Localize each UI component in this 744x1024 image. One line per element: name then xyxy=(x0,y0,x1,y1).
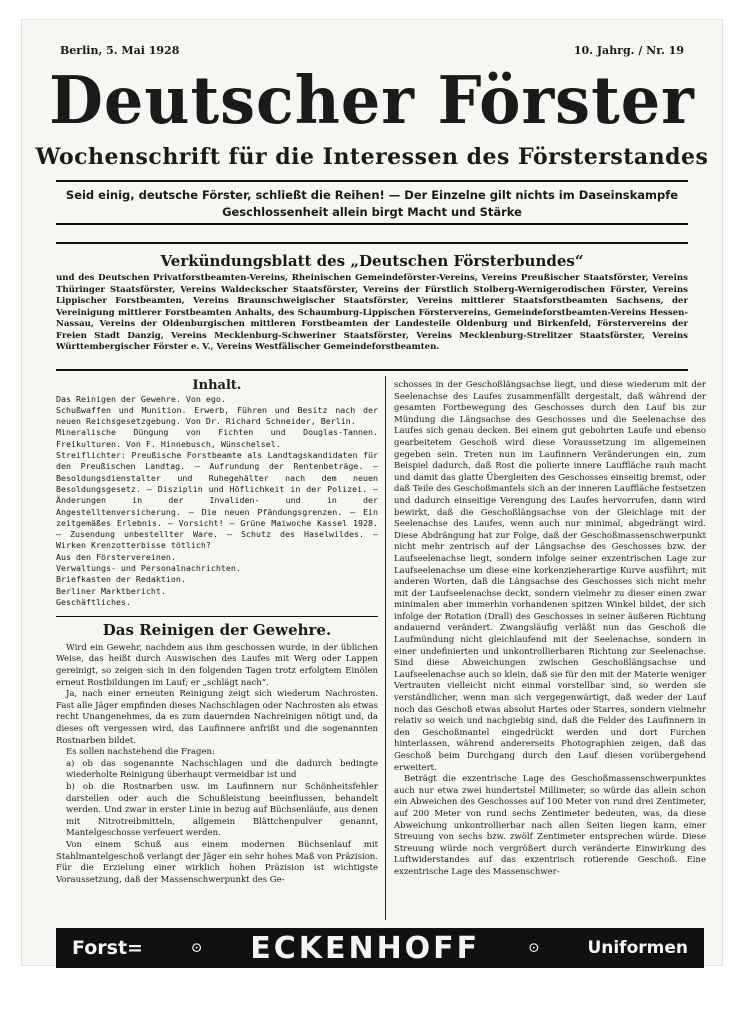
toc-entry: Aus den Förstervereinen. xyxy=(56,551,176,562)
article-paragraph: Es sollen nachstehend die Fragen: xyxy=(66,747,215,758)
toc-entry: Das Reinigen der Gewehre. Von ego. xyxy=(56,393,226,404)
table-of-contents xyxy=(56,380,378,608)
ad-left-text: Forst= xyxy=(72,937,143,959)
eckenhoff-advertisement xyxy=(56,928,704,968)
article-title: Das Reinigen der Gewehre. xyxy=(102,621,332,640)
toc-entry: Streiflichter: Preußische Forstbeamte als Landtagskandidaten für den Preußischen Landtag. — Aufrundung der Rentenbeträge. —Besoldungsdienstalter und Ruhegehälter nach dem neuen Besoldungsgesetz. — Disziplin und Höflichkeit in der Polizei. — Änderungen in der Invaliden- und in der Angestelltenversicherung. — Die neuen Pfändungsgrenzen. — Ein zeitgemäßes Erlebnis. — Vorsicht! — Grüne Maiwoche Kassel 1928. — Zusendung unbestellter Ware. — Schutz des Haselwildes. — Wirken Krenzotterbisse tötlich? xyxy=(56,450,378,551)
announcement-members: und des Deutschen Privatforstbeamten-Vereins, Rheinischen Gemeindeförster-Vereins, Vereins Preußischer Staatsförster, Vereins Thüringer Staatsförster, Vereins Waldeckscher Staatsförster, Vereins der Fürstlich Stolberg-Wernigerodischen Förster, Vereins Lippischer Forstbeamten, Vereins Braunschweigischer Staatsförster, Vereins mittlerer Staatsforstbeamten Sachsens, der Vereinigung mittlerer Forstbeamten Anhalts, des Schaumburg-Lippischen Förstervereins, Gemeindeforstbeamten-Vereins Hessen-Nassau, Vereins der Oldenburgischen mittleren Forstbeamten der Landesteile Oldenburg und Birkenfeld, Förstervereins der Freien Stadt Danzig, Vereins Mecklenburg-Schweriner Staatsförster, Vereins Mecklenburg-Strelitzer Staatsförster, Vereins Württembergischer Förster e. V., Vereins Westfälischer Gemeindeforstbeamten. xyxy=(56,273,688,352)
toc-heading: Inhalt. xyxy=(192,378,242,393)
right-column xyxy=(394,380,706,879)
announcement-title: Verkündungsblatt des „Deutschen Försterbundes“ xyxy=(160,252,584,270)
article-paragraph: Wird ein Gewehr, nachdem aus ihm geschossen wurde, in der üblichen Weise, das heißt durch Auswischen des Laufes mit Werg oder Lappen gereinigt, so zeigen sich in den folgenden Tagen trotz erfolgtem Einölen erneut Rostbildungen im Lauf; er „schlägt nach“. xyxy=(56,642,378,688)
ad-dot-icon: ⊙ xyxy=(527,940,540,956)
ad-brand: ECKENHOFF xyxy=(250,930,481,966)
article-paragraph: Von einem Schuß aus einem modernen Büchsenlauf mit Stahlmantelgeschoß verlangt der Jäger ein sehr hohes Maß von Präzision. Für die Erzielung einer wirklich hohen Präzision ist wichtigste Voraussetzung, daß der Massenschwerpunkt des Ge- xyxy=(56,839,378,885)
ad-dot-icon: ⊙ xyxy=(190,940,203,956)
masthead-subtitle: Wochenschrift für die Interessen des Försterstandes xyxy=(35,144,709,170)
toc-entry: Geschäftliches. xyxy=(56,596,131,607)
motto-line-2: Geschlossenheit allein birgt Macht und Stärke xyxy=(222,205,522,219)
columns-rule xyxy=(56,369,688,371)
ad-right-text: Uniformen xyxy=(587,938,688,958)
masthead-title: Deutscher Förster xyxy=(49,62,695,139)
issue-date: Berlin, 5. Mai 1928 xyxy=(60,44,180,57)
column-divider xyxy=(385,376,386,920)
toc-entry: Verwaltungs- und Personalnachrichten. xyxy=(56,563,241,574)
toc-entry: Schußwaffen und Munition. Erwerb, Führen und Besitz nach der neuen Reichsgesetzgebung. Von Dr. Richard Schneider, Berlin. xyxy=(56,404,378,427)
motto-rule-top xyxy=(56,223,688,225)
newspaper-page xyxy=(22,20,722,965)
article-paragraph: Beträgt die exzentrische Lage des Geschoßmassenschwerpunktes auch nur etwa zwei hundertstel Millimeter, so würde das allein schon ein Abweichen des Geschosses auf 100 Meter von rund drei Zentimeter, auf 200 Meter von rund sechs Zentimeter bedeuten, was, da diese Abweichung unkontrollierbar nach allen Seiten liegen kann, einer Streuung von sechs bzw. zwölf Zentimeter entsprechen würde. Diese Streuung würde noch vergrößert durch veränderte Einwirkung des Luftwiderstandes auf das exzentrisch rotierende Geschoß. Eine exzentrische Lage des Massenschwer- xyxy=(394,774,706,877)
section-rule xyxy=(56,616,378,617)
motto-rule-bottom xyxy=(56,242,688,244)
toc-entry: Berliner Marktbericht. xyxy=(56,585,166,596)
article-paragraph: Ja, nach einer erneuten Reinigung zeigt sich wiederum Nachrosten. Fast alle Jäger empfinden dieses Nachschlagen oder Nachrosten als etwas recht Unangenehmes, da es zum dauernden Nachreinigen nötigt und, da dieses oft vergessen wird, das Laufinnere anfrißt und die sogenannten Rostnarben bildet. xyxy=(56,689,378,746)
masthead-rule xyxy=(56,180,688,182)
left-column xyxy=(56,380,378,886)
article-list-item: a) ob das sogenannte Nachschlagen und die dadurch bedingte wiederholte Reinigung überhaupt vermeidbar ist und xyxy=(66,758,378,781)
toc-entry: Briefkasten der Redaktion. xyxy=(56,574,186,585)
article-body-left xyxy=(56,643,378,886)
article-body-right xyxy=(394,380,706,879)
article-paragraph: schosses in der Geschoßlängsachse liegt, und diese wiederum mit der Seelenachse des Laufes zusammenfällt dergestalt, daß während der gesamten Fortbewegung des Geschosses durch den Lauf bis zur Mündung die Längsachse des Geschosses und die Seelenachse des Laufes sich genau decken. Bei einem gut gebohrten Laufe und ebenso gearbeitetem Geschoß wird diese Voraussetzung im allgemeinen gegeben sein. Treten nun im Laufinnern Veränderungen ein, zum Beispiel dadurch, daß Rost die polierte innere Lauffläche rauh macht und damit das glatte Übergleiten des Geschosses einseitig bremst, oder daß Teile des Geschoßmantels sich an der inneren Lauffläche festsetzen und dadurch einseitige Verengung des Laufes hervorrufen, dann wird bewirkt, daß die Geschoßlängsachse von der Gleichlage mit der Seelenachse des Laufes, wenn auch nur minimal, abgedrängt wird. Diese Abdrängung hat zur Folge, daß der Geschoßmassenschwerpunkt nicht mehr zentrisch auf der Längsachse des Geschosses bzw. der Laufseelenachse liegt, sondern infolge seiner exzentrischen Lage zur Laufseelenachse um diese eine korkenzieherartige Kurve ausführt; mit anderen Worten, daß die Längsachse des Geschosses sich nicht mehr mit der Laufseelenachse deckt, sondern vielmehr zu dieser einen zwar minimalen aber immerhin vorhandenen spitzen Winkel bildet, der sich infolge der Rotation (Drall) des Geschosses in seiner äußeren Richtung andauernd verändert. Zwangsläufig verläßt nun das Geschoß die Laufmündung nicht gleichlaufend mit der Seelenachse, sondern in einer undefinierten und unkontrollierbaren Richtung zur Seelenachse. Sind diese Abweichungen zwischen Geschoßlängsachse und Laufseelenachse auch so klein, daß sie für den mit der Materie weniger Vertrauten vielleicht nicht einmal vorstellbar sind, so werden sie verständlicher, wenn man sich vergegenwärtigt, daß weder der Lauf noch das Geschoß etwas absolut Hartes oder Starres, sondern vielmehr relativ so weich und nachgiebig sind, daß die Felder des Laufinnern in den Geschoßmantel eingedrückt werden und dort Furchen hinterlassen, während andererseits Photographien zeigen, daß das Geschoß beim Durchgang durch den Lauf diesen vorübergehend erweitert. xyxy=(394,380,706,773)
article-list-item: b) ob die Rostnarben usw. im Laufinnern nur Schönheitsfehler darstellen oder auch die Schußleistung beeinflussen, behandelt werden. Und zwar in erster Linie in bezug auf Büchsenläufe, aus denen mit Nitrotreibmitteln, allgemein Blättchenpulver genannt, Mantelgeschosse verfeuert werden. xyxy=(66,781,378,839)
dateline xyxy=(60,44,684,57)
motto-line-1: Seid einig, deutsche Förster, schließt die Reihen! — Der Einzelne gilt nichts im Daseinskampfe xyxy=(65,188,679,202)
motto xyxy=(56,187,688,221)
issue-number: 10. Jahrg. / Nr. 19 xyxy=(573,44,684,57)
toc-entry: Mineralische Düngung von Fichten und Douglas-Tannen. Freikulturen. Von F. Hinnebusch, Wünschelsel. xyxy=(56,427,378,449)
